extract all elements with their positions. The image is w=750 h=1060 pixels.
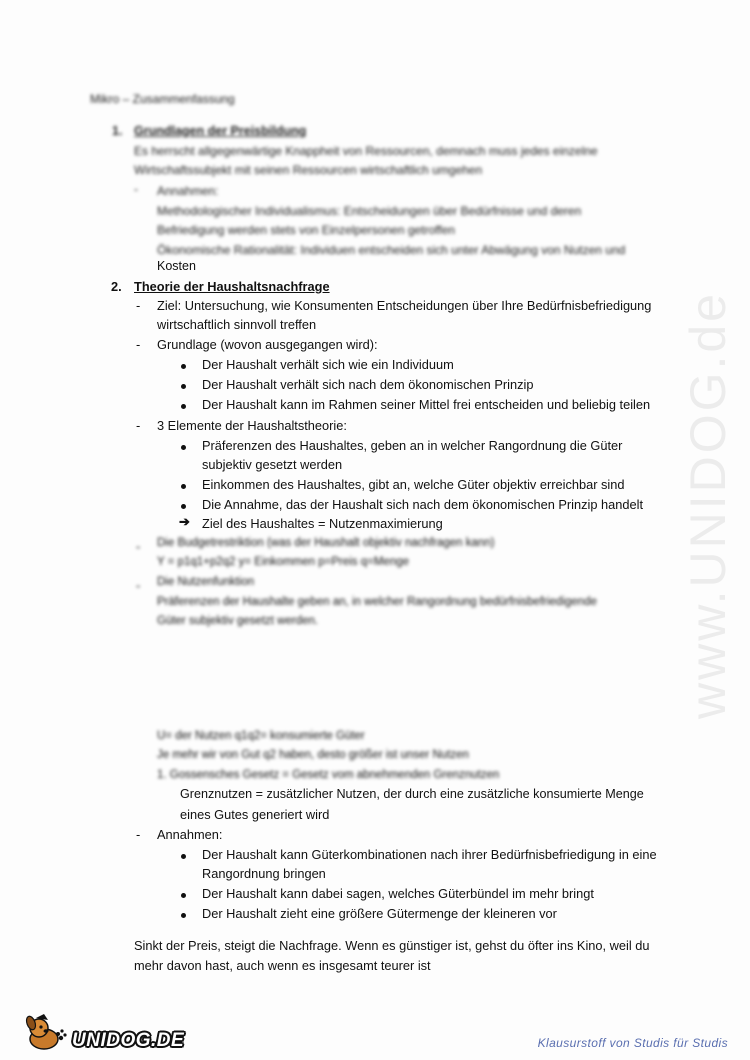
grundlage-bullet: Der Haushalt verhält sich wie ein Individuum <box>202 357 454 372</box>
elemente-bullet-cont: subjektiv gesetzt werden <box>202 457 343 472</box>
list-dash: - <box>136 298 141 313</box>
section1-sub-list <box>157 182 657 260</box>
grundlage-line: Grundlage (wovon ausgegangen wird): <box>157 337 378 352</box>
logo-text: UNIDOG.DE <box>72 1030 185 1051</box>
blurred-line: Güter subjektiv gesetzt werden. <box>157 615 319 627</box>
section2-number: 2. <box>111 279 122 294</box>
section1-sub-line: Annahmen: <box>157 184 219 198</box>
blurred-line: 1. Gossensches Gesetz = Gesetz vom abnehmenden Grenznutzen <box>157 769 500 781</box>
annahmen-bullet: Der Haushalt kann dabei sagen, welches Güterbündel im mehr bringt <box>202 886 594 901</box>
section2-title: Theorie der Haushaltsnachfrage <box>134 279 330 294</box>
list-dash: - <box>136 827 141 842</box>
grundlage-bullet: Der Haushalt verhält sich nach dem ökonomischen Prinzip <box>202 377 534 392</box>
elemente-line: 3 Elemente der Haushaltstheorie: <box>157 418 347 433</box>
watermark <box>678 265 738 745</box>
list-dash: - <box>136 337 141 352</box>
grenznutzen-line: Grenznutzen = zusätzlicher Nutzen, der durch eine zusätzliche konsumierte Menge <box>180 787 644 801</box>
bullet-dot <box>181 445 186 450</box>
section1-dash: - <box>134 182 138 196</box>
bullet-dot <box>181 504 186 509</box>
elemente-bullet: Einkommen des Haushaltes, gibt an, welche Güter objektiv erreichbar sind <box>202 477 625 492</box>
bullet-dot <box>181 384 186 389</box>
blurred-line: Die Budgetrestriktion (was der Haushalt objektiv nachfragen kann) <box>157 537 495 549</box>
bullet-dot <box>181 854 186 859</box>
bullet-dot <box>181 364 186 369</box>
annahmen-line: Annahmen: <box>157 827 223 842</box>
list-dash: - <box>136 418 141 433</box>
footer-slogan: Klausurstoff von Studis für Studis <box>537 1036 728 1050</box>
annahmen-bullet: Der Haushalt zieht eine größere Gütermenge der kleineren vor <box>202 906 557 921</box>
section1-number: 1. <box>112 124 123 138</box>
bullet-dot <box>181 893 186 898</box>
section1-last-line: Kosten <box>157 259 196 273</box>
blurred-line: Y = p1q1+p2q2 y= Einkommen p=Preis q=Menge <box>157 556 410 568</box>
ziel-line: wirtschaftlich sinnvoll treffen <box>157 317 317 332</box>
document-header: Mikro – Zusammenfassung <box>90 92 235 106</box>
section2-heading <box>111 279 330 294</box>
blurred-line: Je mehr wir von Gut q2 haben, desto größer ist unser Nutzen <box>157 749 469 761</box>
annahmen-bullet-cont: Rangordnung bringen <box>202 866 326 881</box>
elemente-bullet: Die Annahme, das der Haushalt sich nach dem ökonomischen Prinzip handelt <box>202 497 644 512</box>
section1-sub-line: Methodologischer Individualismus: Entscheidungen über Bedürfnisse und deren <box>157 203 582 218</box>
section1-title: Grundlagen der Preisbildung <box>134 124 307 138</box>
footer-logo <box>22 1012 185 1051</box>
section1-sub-line: Ökonomische Rationalität: Individuen entscheiden sich unter Abwägung von Nutzen und <box>157 242 626 257</box>
blurred-line: Die Nutzenfunktion <box>157 576 255 588</box>
blurred-line: U= der Nutzen q1q2= konsumierte Güter <box>157 730 365 742</box>
list-dash: - <box>136 539 141 554</box>
section1-body: Es herrscht allgegenwärtige Knappheit von Ressourcen, demnach muss jedes einzelne Wirtschaftssubjekt mit seinen Ressourcen wirtschaftlich umgehen <box>134 144 598 177</box>
arrow-right-icon: ➔ <box>179 514 190 529</box>
grundlage-bullet: Der Haushalt kann im Rahmen seiner Mittel frei entscheiden und beliebig teilen <box>202 397 651 412</box>
bullet-dot <box>181 913 186 918</box>
bullet-dot <box>181 404 186 409</box>
closing-line: mehr davon hast, auch wenn es insgesamt teurer ist <box>134 958 431 973</box>
bullet-dot <box>181 484 186 489</box>
closing-line: Sinkt der Preis, steigt die Nachfrage. Wenn es günstiger ist, gehst du öfter ins Kino, weil du <box>134 938 650 953</box>
elemente-arrow-line: Ziel des Haushaltes = Nutzenmaximierung <box>202 516 443 531</box>
blurred-line: Präferenzen der Haushalte geben an, in welcher Rangordnung bedürfnisbefriedigende <box>157 596 597 608</box>
list-dash: - <box>136 578 141 593</box>
grenznutzen-line: eines Gutes generiert wird <box>180 807 330 822</box>
elemente-bullet: Präferenzen des Haushaltes, geben an in welcher Rangordnung die Güter <box>202 438 623 453</box>
ziel-line: Ziel: Untersuchung, wie Konsumenten Entscheidungen über Ihre Bedürfnisbefriedigung <box>157 298 652 313</box>
section1-sub-line: Befriedigung werden stets von Einzelpersonen getroffen <box>157 223 455 237</box>
annahmen-bullet: Der Haushalt kann Güterkombinationen nach ihrer Bedürfnisbefriedigung in eine <box>202 847 657 862</box>
watermark-text: www.UNIDOG.de <box>680 291 736 719</box>
